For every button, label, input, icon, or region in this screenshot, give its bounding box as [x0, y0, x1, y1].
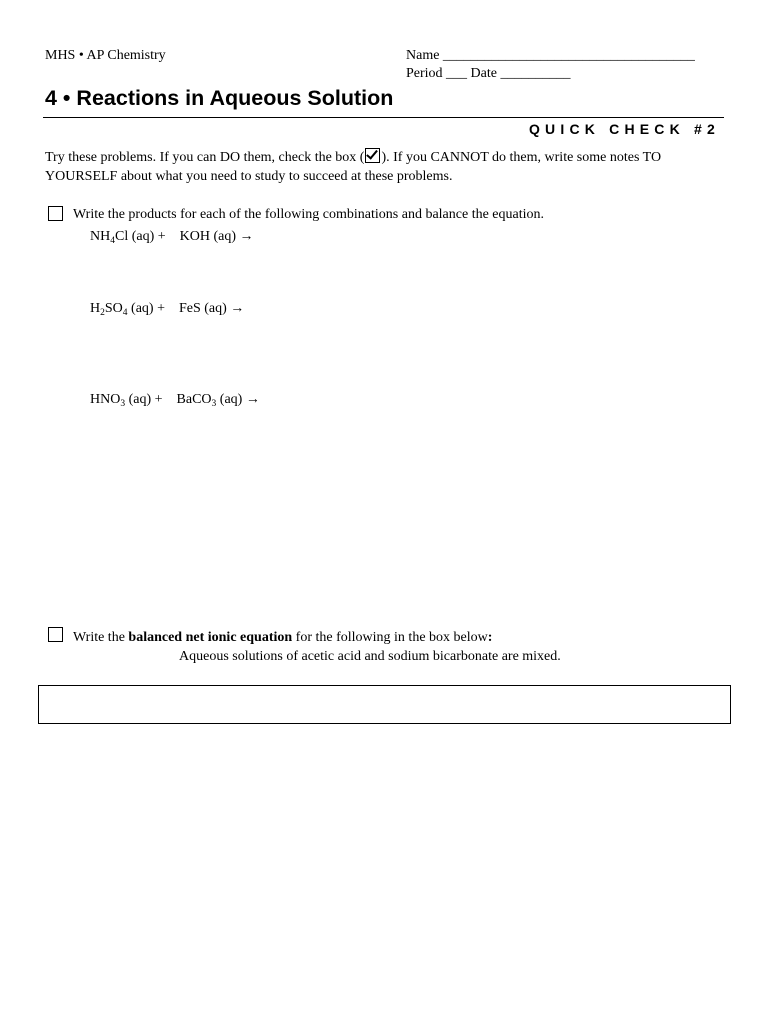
- instructions-part-1: Try these problems. If you can DO them, check the box (: [45, 150, 365, 165]
- question2-prompt: Write the balanced net ionic equation for the following in the box below:: [73, 630, 493, 645]
- title-rule: [43, 117, 724, 118]
- question1-prompt: Write the products for each of the following combinations and balance the equation.: [73, 207, 545, 222]
- page-title: 4 • Reactions in Aqueous Solution: [45, 86, 394, 110]
- question2-checkbox[interactable]: [48, 627, 63, 642]
- name-field-line: Name ____________________________________: [406, 48, 695, 63]
- question1-checkbox[interactable]: [48, 206, 63, 221]
- checked-box-icon: [365, 148, 380, 163]
- quick-check-label: QUICK CHECK #2: [528, 121, 720, 137]
- instructions: [45, 146, 735, 186]
- instructions-part-2: ). If you CANNOT do them, write some notes TO YOURSELF about what you need to study to succeed at these problems.: [45, 150, 662, 184]
- reaction-1: $NH_4Cl$ (aq) + KOH (aq) →: [90, 229, 254, 246]
- course-label: MHS • AP Chemistry: [45, 48, 166, 63]
- reaction-3: $HNO_3$ (aq) + BaCO$_3$ (aq) →: [90, 392, 260, 409]
- question2-scenario: Aqueous solutions of acetic acid and sodium bicarbonate are mixed.: [179, 649, 561, 664]
- reaction-2: $H_2SO_4$ (aq) + FeS (aq) →: [90, 301, 245, 318]
- period-date-line: Period ___ Date __________: [406, 66, 571, 81]
- answer-box[interactable]: [38, 685, 731, 724]
